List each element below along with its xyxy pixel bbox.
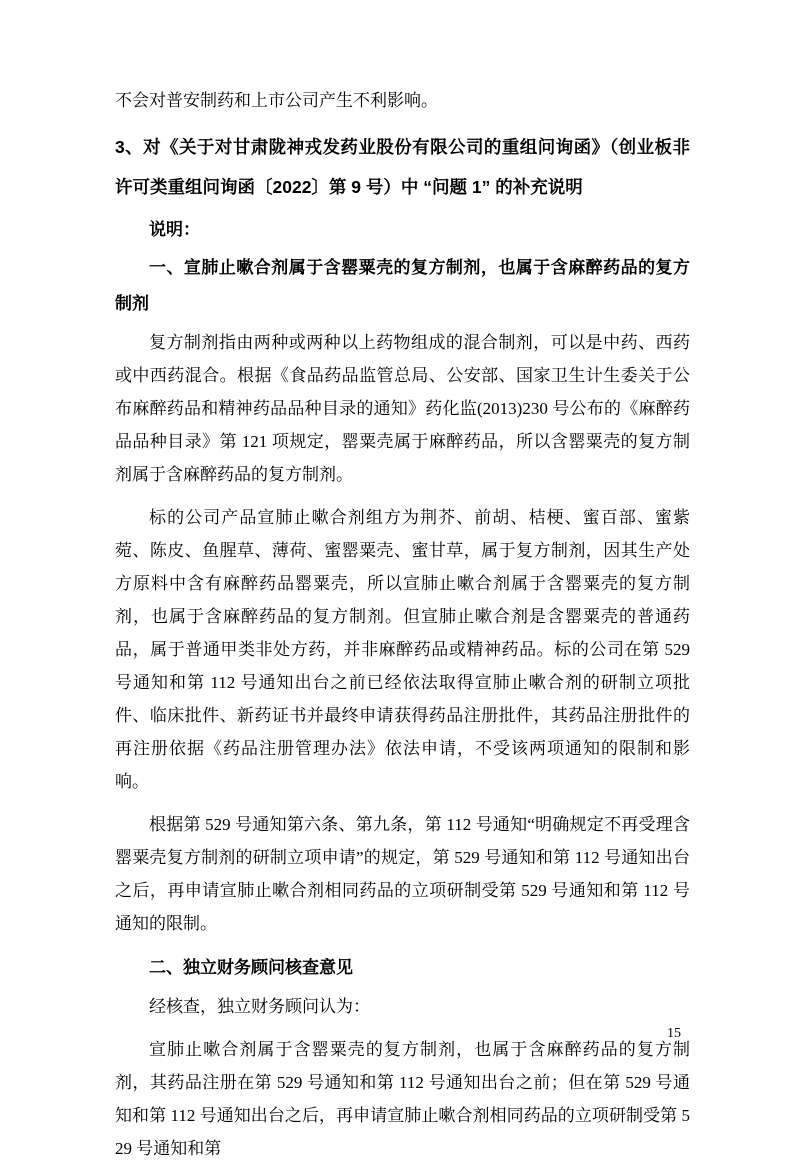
page-number: 15 xyxy=(667,1026,681,1041)
part-1-paragraph-3: 根据第 529 号通知第六条、第九条，第 112 号通知“明确规定不再受理含罂粟壳复方制剂的研制立项申请”的规定，第 529 号通知和第 112 号通知出台之后，再申请宣肺止嗽合剂相同药品的立项研制受第 529 号通知和第 112 号通知的限制。 xyxy=(115,815,690,933)
section-3-heading: 3、对《关于对甘肃陇神戎发药业股份有限公司的重组问询函》（创业板非许可类重组问询函〔2022〕第 9 号）中 “问题 1” 的补充说明 xyxy=(115,137,690,197)
part-2-paragraph-2: 宣肺止嗽合剂属于含罂粟壳的复方制剂，也属于含麻醉药品的复方制剂，其药品注册在第 529 号通知和第 112 号通知出台之前；但在第 529 号通知和第 112 号通知出台之后，再申请宣肺止嗽合剂相同药品的立项研制受第 529 号通知和第 xyxy=(115,1040,690,1158)
part-2-paragraph-1: 经核查，独立财务顾问认为： xyxy=(149,997,370,1016)
note-label: 说明： xyxy=(149,220,200,239)
part-2-heading: 二、独立财务顾问核查意见 xyxy=(149,958,353,977)
continuation-paragraph: 不会对普安制药和上市公司产生不利影响。 xyxy=(115,91,438,110)
part-1-heading: 一、宣肺止嗽合剂属于含罂粟壳的复方制剂，也属于含麻醉药品的复方制剂 xyxy=(115,258,690,313)
part-1-paragraph-1: 复方制剂指由两种或两种以上药物组成的混合制剂，可以是中药、西药或中西药混合。根据《食品药品监管总局、公安部、国家卫生计生委关于公布麻醉药品和精神药品品种目录的通知》药化监(2013)230 号公布的《麻醉药品品种目录》第 121 项规定，罂粟壳属于麻醉药品，所以含罂粟壳的复方制剂属于含麻醉药品的复方制剂。 xyxy=(115,333,690,484)
part-1-paragraph-2: 标的公司产品宣肺止嗽合剂组方为荆芥、前胡、桔梗、蜜百部、蜜紫菀、陈皮、鱼腥草、薄荷、蜜罂粟壳、蜜甘草，属于复方制剂，因其生产处方原料中含有麻醉药品罂粟壳，所以宣肺止嗽合剂属于含罂粟壳的复方制剂，也属于含麻醉药品的复方制剂。但宣肺止嗽合剂是含罂粟壳的普通药品，属于普通甲类非处方药，并非麻醉药品或精神药品。标的公司在第 529 号通知和第 112 号通知出台之前已经依法取得宣肺止嗽合剂的研制立项批件、临床批件、新药证书并最终申请获得药品注册批件，其药品注册批件的再注册依据《药品注册管理办法》依法申请，不受该两项通知的限制和影响。 xyxy=(115,508,690,791)
